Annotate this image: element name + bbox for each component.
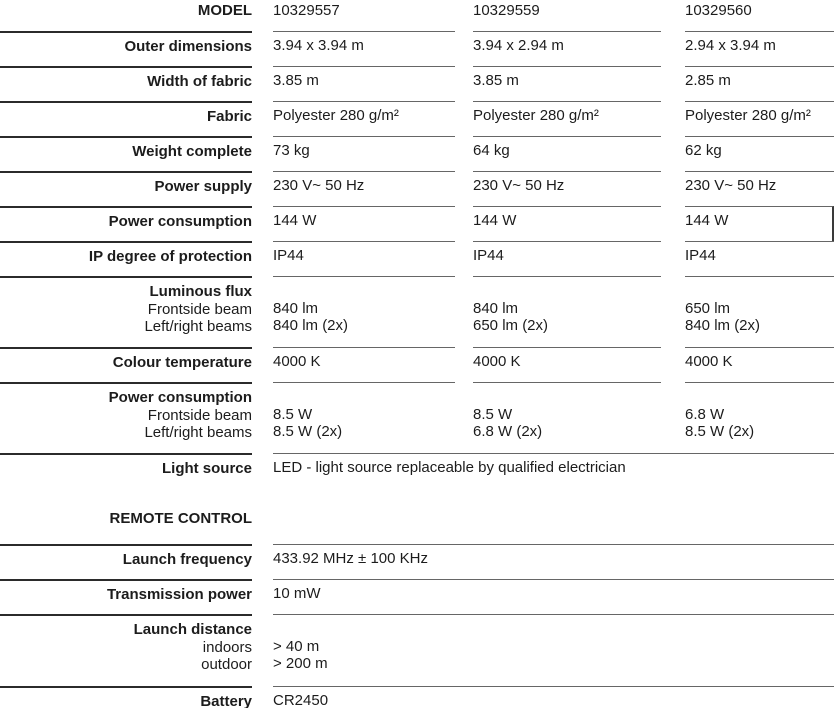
row-label: Power supply (0, 171, 252, 206)
row-fabric (0, 101, 834, 136)
value-line: 6.8 W (2x) (473, 423, 543, 440)
row-sublabel: Frontside beam (147, 406, 252, 424)
row-label: Power consumption (0, 206, 252, 241)
value-line: > 40 m (273, 637, 320, 655)
row-power-consumption (0, 206, 834, 241)
row-label (0, 382, 252, 453)
row-sublabel: Left/right beams (144, 424, 252, 441)
row-label: Battery (0, 686, 252, 708)
row-width-of-fabric (0, 66, 834, 101)
model-number-2: 10329559 (473, 2, 540, 19)
cell-value (273, 276, 455, 347)
cell-value: IP44 (273, 241, 455, 276)
row-sublabel: outdoor (201, 656, 252, 673)
row-power-supply (0, 171, 834, 206)
value-line: 8.5 W (473, 405, 513, 423)
value-line: 650 lm (685, 299, 731, 317)
row-label: Width of fabric (0, 66, 252, 101)
row-label: Weight complete (0, 136, 252, 171)
row-label: Launch frequency (0, 544, 252, 579)
cell-value (685, 276, 834, 347)
row-label (0, 276, 252, 347)
cell-value: 3.94 x 3.94 m (273, 31, 455, 66)
row-sublabel: indoors (202, 638, 252, 656)
cell-value: 3.85 m (273, 66, 455, 101)
model-number-3: 10329560 (685, 2, 752, 19)
section-header: REMOTE CONTROL (109, 510, 252, 527)
row-label: Colour temperature (0, 347, 252, 382)
row-label-main: Launch distance (133, 621, 252, 638)
row-colour-temperature (0, 347, 834, 382)
row-label: IP degree of protection (0, 241, 252, 276)
cell-value: IP44 (685, 241, 834, 276)
cell-value: 4000 K (273, 347, 455, 382)
row-label-main: Luminous flux (149, 283, 252, 300)
row-battery (0, 686, 834, 708)
cell-value-span: CR2450 (273, 686, 834, 708)
cell-value (273, 382, 455, 453)
cell-value: 73 kg (273, 136, 455, 171)
cell-value: 4000 K (473, 347, 661, 382)
cell-value-span: 10 mW (273, 579, 834, 614)
value-line: 4000 K (685, 353, 733, 370)
cell-value (685, 382, 834, 453)
cell-value: 230 V~ 50 Hz (473, 171, 661, 206)
row-weight-complete (0, 136, 834, 171)
cell-value: 62 kg (685, 136, 834, 171)
row-label-main: Power consumption (108, 389, 252, 406)
cell-value: 64 kg (473, 136, 661, 171)
cell-value: Polyester 280 g/m² (473, 101, 661, 136)
row-launch-distance (0, 614, 834, 686)
row-outer-dimensions (0, 31, 834, 66)
cell-value (685, 347, 834, 382)
cell-value (473, 276, 661, 347)
row-power-consumption-beams (0, 382, 834, 453)
row-transmission-power (0, 579, 834, 614)
cell-value: 144 W (473, 206, 661, 241)
cell-value: Polyester 280 g/m² (685, 101, 834, 136)
model-number-1: 10329557 (273, 2, 340, 19)
row-model (0, 0, 834, 31)
cell-value-span: LED - light source replaceable by qualified electrician (273, 453, 834, 488)
row-label: Fabric (0, 101, 252, 136)
value-line: 6.8 W (685, 405, 725, 423)
cell-value-span (273, 614, 834, 686)
cell-value: 144 W (685, 206, 834, 241)
section-remote-control (0, 488, 834, 544)
row-label: Outer dimensions (0, 31, 252, 66)
cell-value (473, 382, 661, 453)
value-line: 840 lm (273, 299, 319, 317)
value-line: 650 lm (2x) (473, 317, 549, 334)
cell-value: 230 V~ 50 Hz (685, 171, 834, 206)
value-line: > 200 m (273, 655, 328, 672)
cell-value: 2.94 x 3.94 m (685, 31, 834, 66)
row-label: Transmission power (0, 579, 252, 614)
value-line: 8.5 W (2x) (273, 423, 343, 440)
row-sublabel: Frontside beam (147, 300, 252, 318)
cell-value: 144 W (273, 206, 455, 241)
value-line: 8.5 W (2x) (685, 423, 755, 440)
row-light-source (0, 453, 834, 488)
value-line: 840 lm (473, 299, 519, 317)
row-model-label: MODEL (197, 2, 252, 19)
row-luminous-flux (0, 276, 834, 347)
row-ip-degree (0, 241, 834, 276)
cell-value: 3.85 m (473, 66, 661, 101)
cell-value: 2.85 m (685, 66, 834, 101)
row-label (0, 614, 252, 686)
cell-value: 230 V~ 50 Hz (273, 171, 455, 206)
row-label: Light source (0, 453, 252, 488)
row-launch-frequency (0, 544, 834, 579)
value-line: 840 lm (2x) (273, 317, 349, 334)
cell-value-span: 433.92 MHz ± 100 KHz (273, 544, 834, 579)
cell-value: Polyester 280 g/m² (273, 101, 455, 136)
value-line: 8.5 W (273, 405, 313, 423)
row-sublabel: Left/right beams (144, 318, 252, 335)
value-line: 840 lm (2x) (685, 317, 761, 334)
cell-value: 3.94 x 2.94 m (473, 31, 661, 66)
cell-value: IP44 (473, 241, 661, 276)
